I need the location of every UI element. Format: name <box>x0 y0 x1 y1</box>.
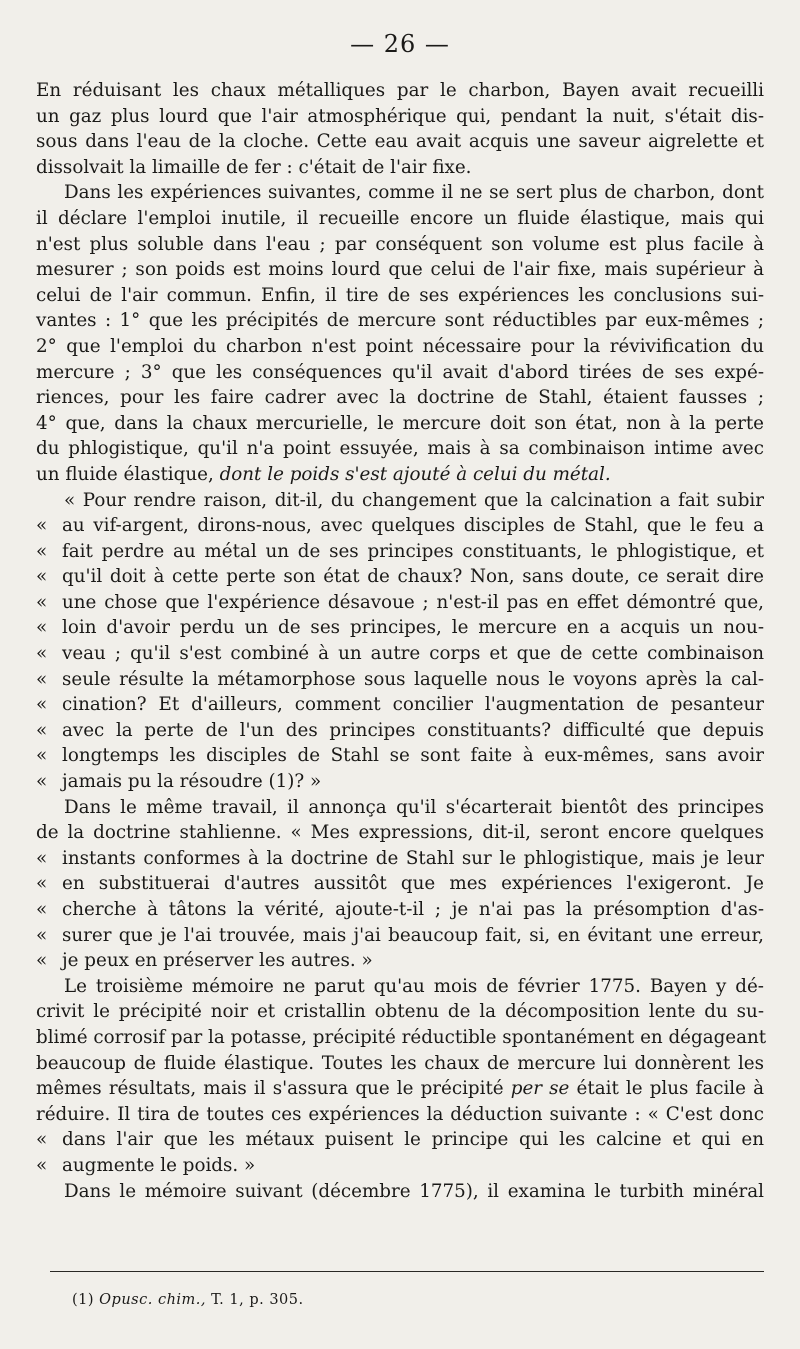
text-line: « je peux en préserver les autres. » <box>36 948 764 974</box>
text-line: « veau ; qu'il s'est combiné à un autre corps et que de cette combinaison <box>36 641 764 667</box>
text-line: « dans l'air que les métaux puisent le principe qui les calcine et qui en <box>36 1127 764 1153</box>
text-line: Dans les expériences suivantes, comme il ne se sert plus de charbon, dont <box>64 182 764 204</box>
quote-mark: « <box>36 1154 48 1176</box>
text-line: « une chose que l'expérience désavoue ; n'est-il pas en effet démontré que, <box>36 590 764 616</box>
quote-mark: « <box>36 771 48 793</box>
text-line: « en substituerai d'autres aussitôt que mes expériences l'exigeront. Je <box>36 871 764 897</box>
text-line: riences, pour les faire cadrer avec la doctrine de Stahl, étaient fausses ; <box>36 387 764 409</box>
italic-phrase: per se <box>510 1078 570 1100</box>
text-line: du phlogistique, qu'il n'a point essuyée, mais à sa combinaison intime avec <box>36 438 764 460</box>
text-line: celui de l'air commun. Enfin, il tire de ses expériences les conclusions sui- <box>36 284 764 306</box>
text-line: « cherche à tâtons la vérité, ajoute-t-il ; je n'ai pas la présomption d'as- <box>36 897 764 923</box>
text-line: « cination? Et d'ailleurs, comment concilier l'augmentation de pesanteur <box>36 692 764 718</box>
quote-mark: « <box>36 591 48 613</box>
quote-mark: « <box>36 745 48 767</box>
quote-mark: « <box>36 847 48 869</box>
text-line: « avec la perte de l'un des principes constituants? difficulté que depuis <box>36 718 764 744</box>
text-line: « jamais pu la résoudre (1)? » <box>36 769 764 795</box>
text-line: « augmente le poids. » <box>36 1153 764 1179</box>
footnote-marker: (1) <box>72 1292 95 1308</box>
text-line: Le troisième mémoire ne parut qu'au mois de février 1775. Bayen y dé- <box>64 975 764 997</box>
text-line: beaucoup de fluide élastique. Toutes les chaux de mercure lui donnèrent les <box>36 1052 764 1074</box>
quote-mark: « <box>36 873 48 895</box>
footnote <box>72 1292 304 1308</box>
quote-mark: « <box>36 617 48 639</box>
page-number: — 26 — <box>350 30 450 58</box>
text-line: Dans le même travail, il annonça qu'il s'écarterait bientôt des principes <box>64 796 764 818</box>
text-line: mesurer ; son poids est moins lourd que celui de l'air fixe, mais supérieur à <box>36 259 764 281</box>
text-line: il déclare l'emploi inutile, il recueille encore un fluide élastique, mais qui <box>36 207 764 229</box>
text-line: 4° que, dans la chaux mercurielle, le mercure doit son état, non à la perte <box>36 412 764 434</box>
text-line: « surer que je l'ai trouvée, mais j'ai beaucoup fait, si, en évitant une erreur, <box>36 923 764 949</box>
quote-mark: « <box>36 643 48 665</box>
quote-mark: « <box>36 566 48 588</box>
quote-mark: « <box>36 899 48 920</box>
text-line: mercure ; 3° que les conséquences qu'il avait d'abord tirées de ses expé- <box>36 361 764 383</box>
text-line: « loin d'avoir perdu un de ses principes, le mercure en a acquis un nou- <box>36 615 764 641</box>
quote-mark: « <box>36 540 48 562</box>
quote-mark: « <box>36 515 48 537</box>
quote-mark: « <box>36 924 48 946</box>
text-line: de la doctrine stahlienne. « Mes expressions, dit-il, seront encore quelques <box>36 822 764 844</box>
footnote-source: Opusc. chim., <box>99 1292 207 1308</box>
text-line: « qu'il doit à cette perte son état de chaux? Non, sans doute, ce serait dire <box>36 564 764 590</box>
footnote-reference: T. 1, p. 305. <box>211 1292 304 1308</box>
text-line: En réduisant les chaux métalliques par le charbon, Bayen avait recueilli <box>36 80 764 101</box>
text-line: dissolvait la limaille de fer : c'était de l'air fixe. <box>36 156 472 178</box>
text-line: sous dans l'eau de la cloche. Cette eau avait acquis une saveur aigrelette et <box>36 131 764 153</box>
text-line: crivit le précipité noir et cristallin obtenu de la décomposition lente du su- <box>36 1001 764 1023</box>
text-line: un gaz plus lourd que l'air atmosphérique qui, pendant la nuit, s'était dis- <box>36 105 764 127</box>
quote-mark: « <box>36 950 48 972</box>
text-line: « au vif-argent, dirons-nous, avec quelques disciples de Stahl, que le feu a <box>36 513 764 539</box>
text-line: réduire. Il tira de toutes ces expériences la déduction suivante : « C'est donc <box>36 1103 764 1125</box>
quote-mark: « <box>36 668 48 690</box>
quote-mark: « <box>36 694 48 716</box>
text-line: Dans le mémoire suivant (décembre 1775), il examina le turbith minéral <box>64 1180 764 1202</box>
italic-phrase: dont le poids s'est ajouté à celui du métal. <box>219 463 611 485</box>
text-line: « longtemps les disciples de Stahl se sont faite à eux-mêmes, sans avoir <box>36 743 764 769</box>
text-line: « seule résulte la métamorphose sous laquelle nous le voyons après la cal- <box>36 667 764 693</box>
text-line: « fait perdre au métal un de ses principes constituants, le phlogistique, et <box>36 539 764 565</box>
footnote-rule <box>50 1271 764 1272</box>
text-line: n'est plus soluble dans l'eau ; par conséquent son volume est plus facile à <box>36 233 764 255</box>
text-line: « Pour rendre raison, dit-il, du changement que la calcination a fait subir <box>64 489 764 511</box>
body-text <box>36 78 767 1204</box>
text-line: mêmes résultats, mais il s'assura que le précipité per se était le plus facile à <box>36 1078 765 1100</box>
text-line: un fluide élastique, dont le poids s'est ajouté à celui du métal. <box>36 463 611 485</box>
quote-mark: « <box>36 1129 48 1151</box>
text-line: 2° que l'emploi du charbon n'est point nécessaire pour la révivification du <box>36 335 764 357</box>
text-line: vantes : 1° que les précipités de mercure sont réductibles par eux-mêmes ; <box>36 310 764 332</box>
quote-mark: « <box>36 719 48 741</box>
text-line: blimé corrosif par la potasse, précipité réductible spontanément en dégageant <box>36 1026 767 1048</box>
text-line: « instants conformes à la doctrine de Stahl sur le phlogistique, mais je leur <box>36 846 764 872</box>
